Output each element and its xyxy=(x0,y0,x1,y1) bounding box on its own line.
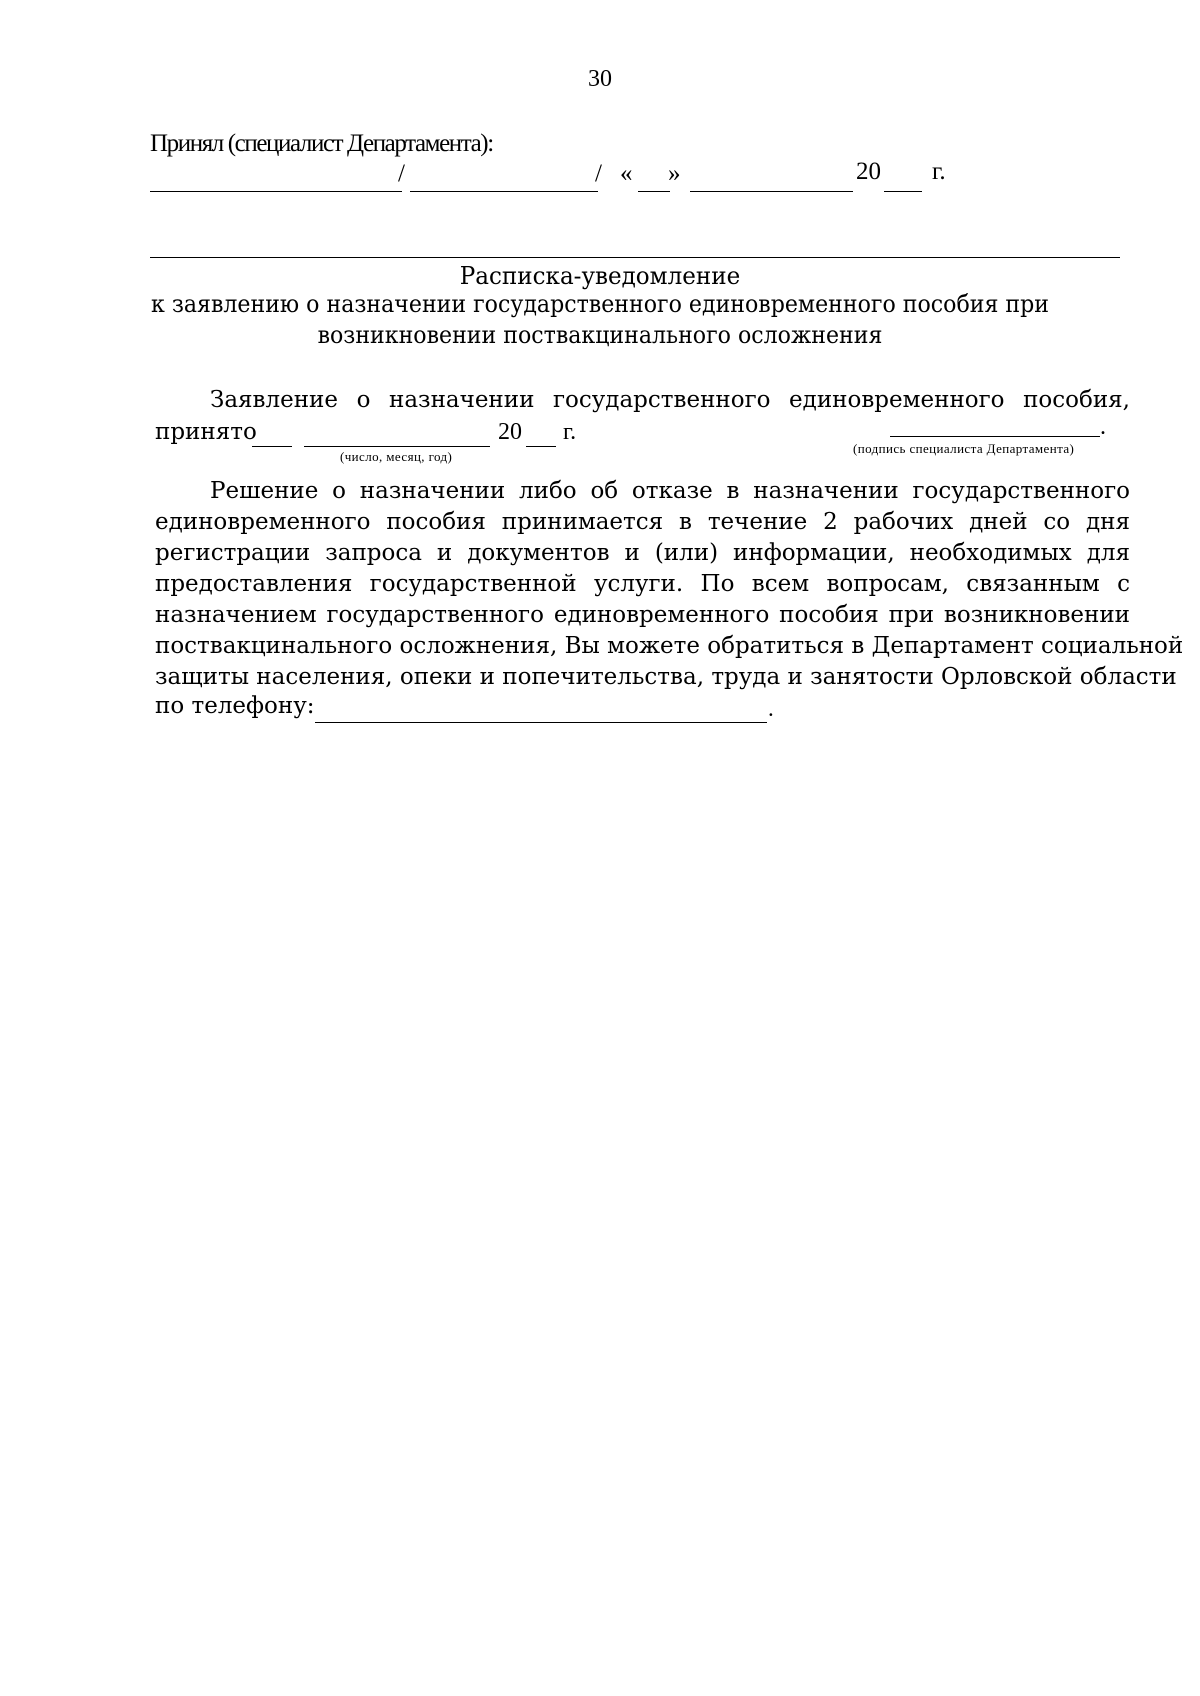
decision-line-5: назначением государственного единовременного пособия при возникновении xyxy=(155,602,1130,628)
year-blank[interactable] xyxy=(884,191,922,192)
signature-end-dot: . xyxy=(1100,414,1106,440)
statement-line-1: Заявление о назначении государственного единовременного пособия, xyxy=(210,387,1130,413)
phone-end-dot: . xyxy=(768,696,774,721)
specialist-signature-line[interactable] xyxy=(890,436,1100,437)
statement-year-prefix: 20 xyxy=(498,419,522,445)
decision-line-3: регистрации запроса и документов и (или) информации, необходимых для xyxy=(155,540,1130,566)
specialist-name-blank[interactable] xyxy=(410,191,598,192)
year-suffix: г. xyxy=(932,158,946,185)
decision-line-2: единовременного пособия принимается в течение 2 рабочих дней со дня xyxy=(155,509,1130,535)
statement-date-blank[interactable] xyxy=(304,446,490,447)
accepted-by-label: Принял (специалист Департамента): xyxy=(150,130,493,157)
specialist-signature-blank[interactable] xyxy=(150,191,402,192)
year-prefix: 20 xyxy=(856,158,881,185)
accepted-word: принято xyxy=(155,419,257,445)
phone-number-blank[interactable] xyxy=(315,722,767,723)
receipt-subtitle-line-1: к заявлению о назначении государственного единовременного пособия при xyxy=(151,290,1049,318)
day-quote-open: « xyxy=(620,160,633,187)
slash-separator: / xyxy=(398,160,405,187)
statement-day-blank[interactable] xyxy=(252,446,292,447)
slash-separator: / xyxy=(595,160,602,187)
section-divider xyxy=(150,257,1120,258)
month-blank[interactable] xyxy=(690,191,853,192)
decision-line-6: поствакцинального осложнения, Вы можете обратиться в Департамент социальной xyxy=(155,633,1184,659)
statement-year-suffix: г. xyxy=(563,419,577,445)
phone-label: по телефону: xyxy=(155,693,315,719)
statement-year-blank[interactable] xyxy=(526,446,556,447)
signature-caption: (подпись специалиста Департамента) xyxy=(853,441,1075,456)
decision-line-1: Решение о назначении либо об отказе в назначении государственного xyxy=(210,478,1130,504)
decision-line-4: предоставления государственной услуги. По всем вопросам, связанным с xyxy=(155,571,1130,597)
day-blank[interactable] xyxy=(638,191,670,192)
receipt-title: Расписка-уведомление xyxy=(459,262,741,290)
page-number: 30 xyxy=(588,66,612,92)
receipt-subtitle-line-2: возникновении поствакцинального осложнения xyxy=(317,321,883,349)
decision-line-7: защиты населения, опеки и попечительства, труда и занятости Орловской области xyxy=(155,664,1177,690)
date-caption: (число, месяц, год) xyxy=(340,449,453,464)
day-quote-close: » xyxy=(668,160,681,187)
